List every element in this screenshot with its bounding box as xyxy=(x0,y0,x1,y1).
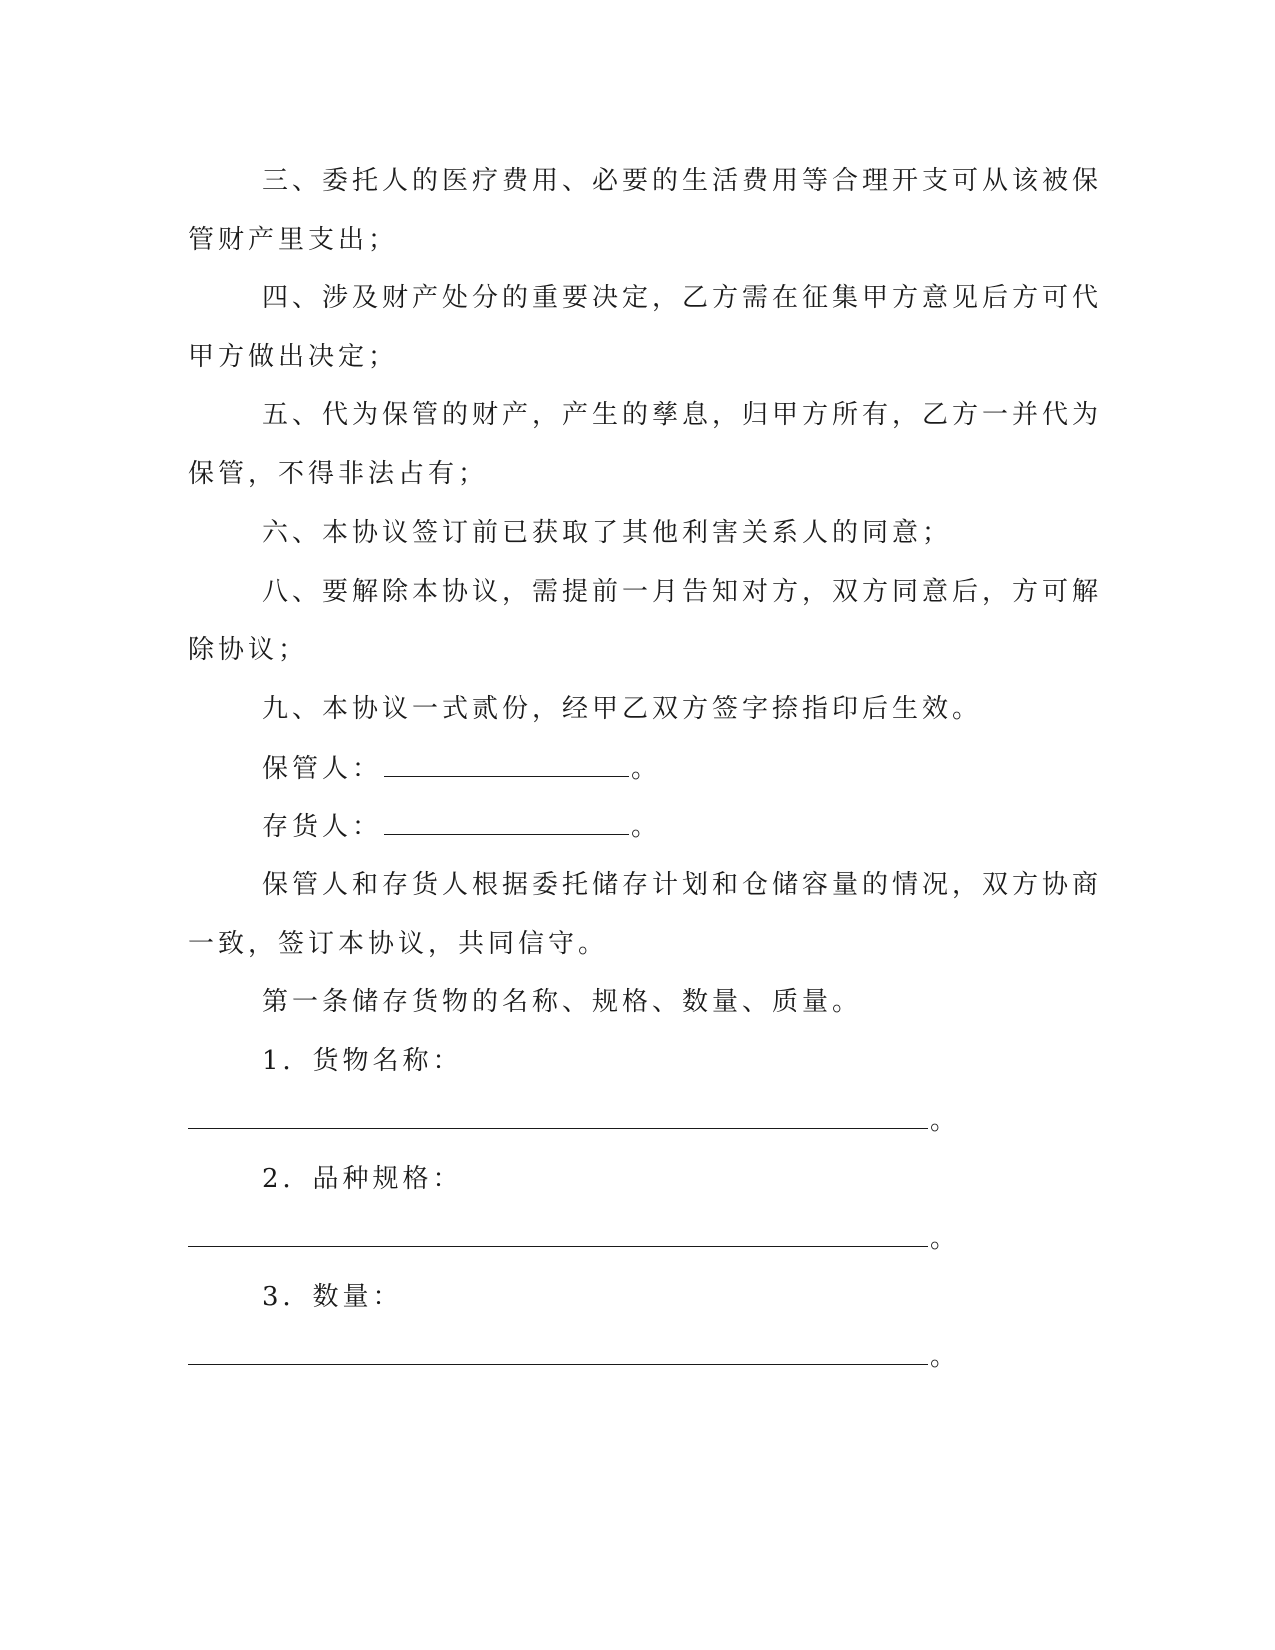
depositor-signature-line xyxy=(262,808,1088,845)
clause-4-line-1: 四、涉及财产处分的重要决定，乙方需在征集甲方意见后方可代 xyxy=(262,283,1103,313)
clause-5-line-2: 保管，不得非法占有； xyxy=(188,459,489,489)
depositor-label: 存货人： xyxy=(262,812,383,842)
spec-end-mark: 。 xyxy=(930,1224,961,1254)
depositor-blank[interactable] xyxy=(384,808,629,835)
clause-5-line-1: 五、代为保管的财产，产生的孳息，归甲方所有，乙方一并代为 xyxy=(262,400,1103,430)
clause-3-line-2: 管财产里支出； xyxy=(188,225,399,255)
goods-name-blank[interactable] xyxy=(188,1102,928,1129)
quantity-line xyxy=(188,1338,1088,1375)
custodian-end-mark: 。 xyxy=(631,754,662,784)
spec-line xyxy=(188,1220,1088,1257)
clause-8-line-1: 八、要解除本协议，需提前一月告知对方，双方同意后，方可解 xyxy=(262,577,1103,607)
quantity-blank[interactable] xyxy=(188,1338,928,1365)
goods-name-line xyxy=(188,1102,1088,1139)
clause-6-line-1: 六、本协议签订前已获取了其他利害关系人的同意； xyxy=(262,518,953,548)
custodian-signature-line xyxy=(262,750,1088,787)
clause-4-line-2: 甲方做出决定； xyxy=(188,342,399,372)
spec-blank[interactable] xyxy=(188,1220,928,1247)
intro-line-2: 一致，签订本协议，共同信守。 xyxy=(188,929,609,959)
article-1-heading: 第一条储存货物的名称、规格、数量、质量。 xyxy=(262,987,863,1017)
quantity-label: 3．数量： xyxy=(262,1282,403,1312)
custodian-label: 保管人： xyxy=(262,754,383,784)
clause-9-line-1: 九、本协议一式贰份，经甲乙双方签字捺指印后生效。 xyxy=(262,694,983,724)
goods-name-end-mark: 。 xyxy=(930,1106,961,1136)
depositor-end-mark: 。 xyxy=(631,812,662,842)
spec-label: 2．品种规格： xyxy=(262,1164,463,1194)
quantity-end-mark: 。 xyxy=(930,1342,961,1372)
goods-name-label: 1．货物名称： xyxy=(262,1046,463,1076)
intro-line-1: 保管人和存货人根据委托储存计划和仓储容量的情况，双方协商 xyxy=(262,870,1103,900)
custodian-blank[interactable] xyxy=(384,750,629,777)
clause-3-line-1: 三、委托人的医疗费用、必要的生活费用等合理开支可从该被保 xyxy=(262,166,1103,196)
clause-8-line-2: 除协议； xyxy=(188,635,309,665)
